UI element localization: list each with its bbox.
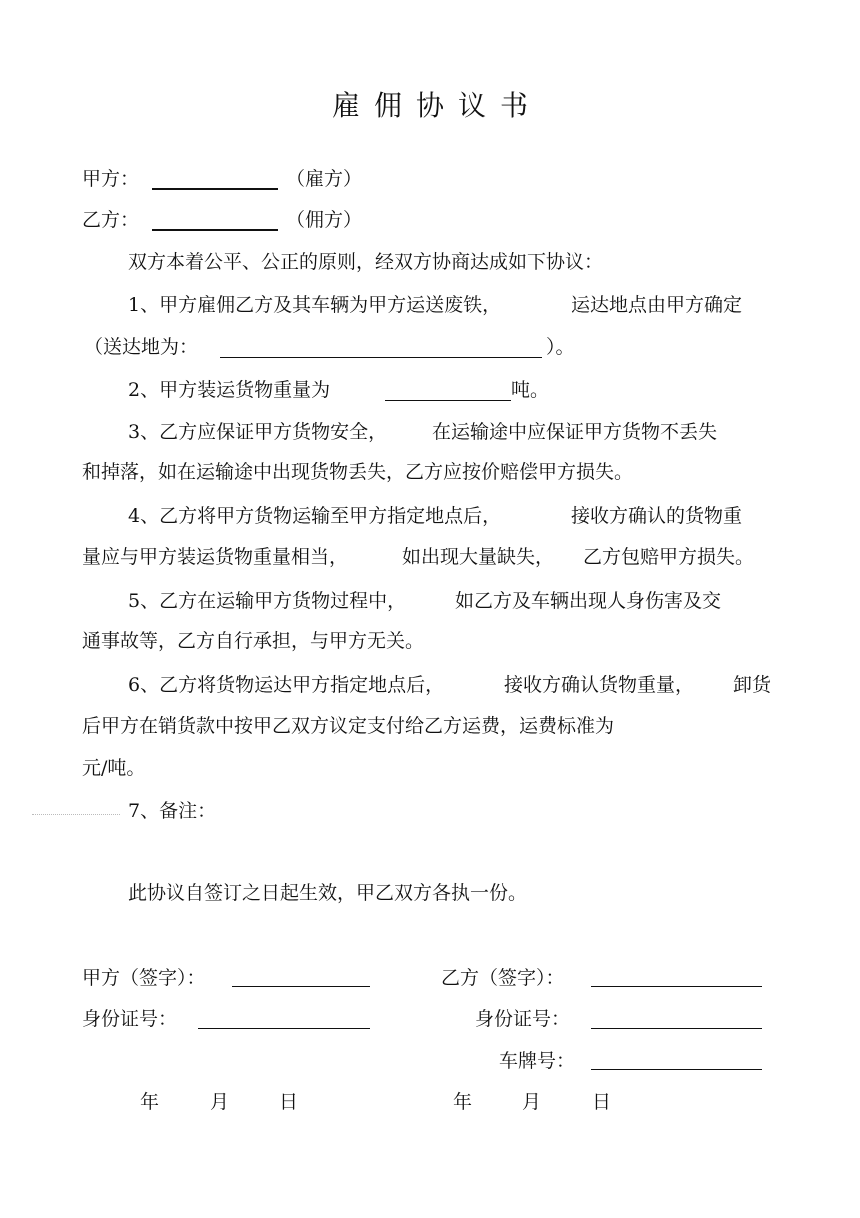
clause1-part-d: ）。 — [546, 336, 575, 358]
clause1-part-b: 运达地点由甲方确定 — [571, 294, 743, 316]
clause6-part-d: 后甲方在销货款中按甲乙双方议定支付给乙方运费，运费标准为 — [82, 715, 615, 737]
plate-label: 车牌号： — [499, 1050, 576, 1072]
party-b-field[interactable] — [152, 209, 278, 229]
clause3-part-b: 在运输途中应保证甲方货物不丢失 — [432, 421, 718, 443]
plate-field[interactable] — [591, 1049, 762, 1069]
party-b-date-month: 月 — [522, 1091, 542, 1113]
clause5-part-a: 5、乙方在运输甲方货物过程中， — [128, 590, 407, 612]
weight-field[interactable] — [385, 380, 511, 400]
clause3-part-a: 3、乙方应保证甲方货物安全， — [128, 421, 388, 443]
party-b-role: （佣方） — [286, 209, 363, 231]
party-b-sign-label: 乙方（签字）： — [441, 967, 565, 989]
party-a-sign-field[interactable] — [232, 966, 370, 986]
party-b-id-field[interactable] — [591, 1008, 762, 1028]
effective-statement: 此协议自签订之日起生效，甲乙双方各执一份。 — [128, 882, 528, 904]
party-a-sign-label: 甲方（签字）： — [82, 967, 206, 989]
party-a-date-year: 年 — [140, 1091, 160, 1113]
clause4-part-e: 乙方包赔甲方损失。 — [583, 546, 755, 568]
clause6-part-e: 元/吨。 — [82, 757, 146, 779]
party-a-date-month: 月 — [210, 1091, 230, 1113]
party-a-date-day: 日 — [279, 1091, 299, 1113]
party-b-date-year: 年 — [453, 1091, 473, 1113]
clause4-part-b: 接收方确认的货物重 — [571, 505, 743, 527]
clause6-part-c: 卸货 — [733, 674, 772, 696]
party-b-sign-field[interactable] — [591, 966, 762, 986]
clause1-part-a: 1、甲方雇佣乙方及其车辆为甲方运送废铁， — [128, 294, 502, 316]
clause3-part-c: 和掉落，如在运输途中出现货物丢失，乙方应按价赔偿甲方损失。 — [82, 461, 634, 483]
clause4-part-c: 量应与甲方装运货物重量相当， — [82, 546, 349, 568]
party-b-label: 乙方： — [82, 209, 140, 231]
party-a-role: （雇方） — [286, 168, 363, 190]
clause6-part-a: 6、乙方将货物运达甲方指定地点后， — [128, 674, 445, 696]
clause1-part-c: （送达地为： — [84, 336, 199, 358]
party-b-date-day: 日 — [592, 1091, 612, 1113]
clause6-part-b: 接收方确认货物重量， — [504, 674, 695, 696]
intro-text: 双方本着公平、公正的原则，经双方协商达成如下协议： — [128, 251, 604, 273]
party-a-id-label: 身份证号： — [82, 1008, 178, 1030]
clause4-part-a: 4、乙方将甲方货物运输至甲方指定地点后， — [128, 505, 502, 527]
clause7-remarks: 7、备注： — [128, 800, 217, 822]
clause2-part-b: 吨。 — [511, 379, 550, 401]
document-title: 雇佣协议书 — [331, 89, 542, 122]
clause2-part-a: 2、甲方装运货物重量为 — [128, 379, 331, 401]
destination-field[interactable] — [220, 337, 542, 357]
clause5-part-b: 如乙方及车辆出现人身伤害及交 — [455, 590, 722, 612]
party-b-id-label: 身份证号： — [475, 1008, 571, 1030]
clause4-part-d: 如出现大量缺失， — [402, 546, 555, 568]
party-a-field[interactable] — [152, 168, 278, 188]
party-a-id-field[interactable] — [198, 1008, 370, 1028]
party-a-label: 甲方： — [82, 168, 140, 190]
dotted-mark — [32, 814, 120, 815]
clause5-part-c: 通事故等，乙方自行承担，与甲方无关。 — [82, 630, 425, 652]
